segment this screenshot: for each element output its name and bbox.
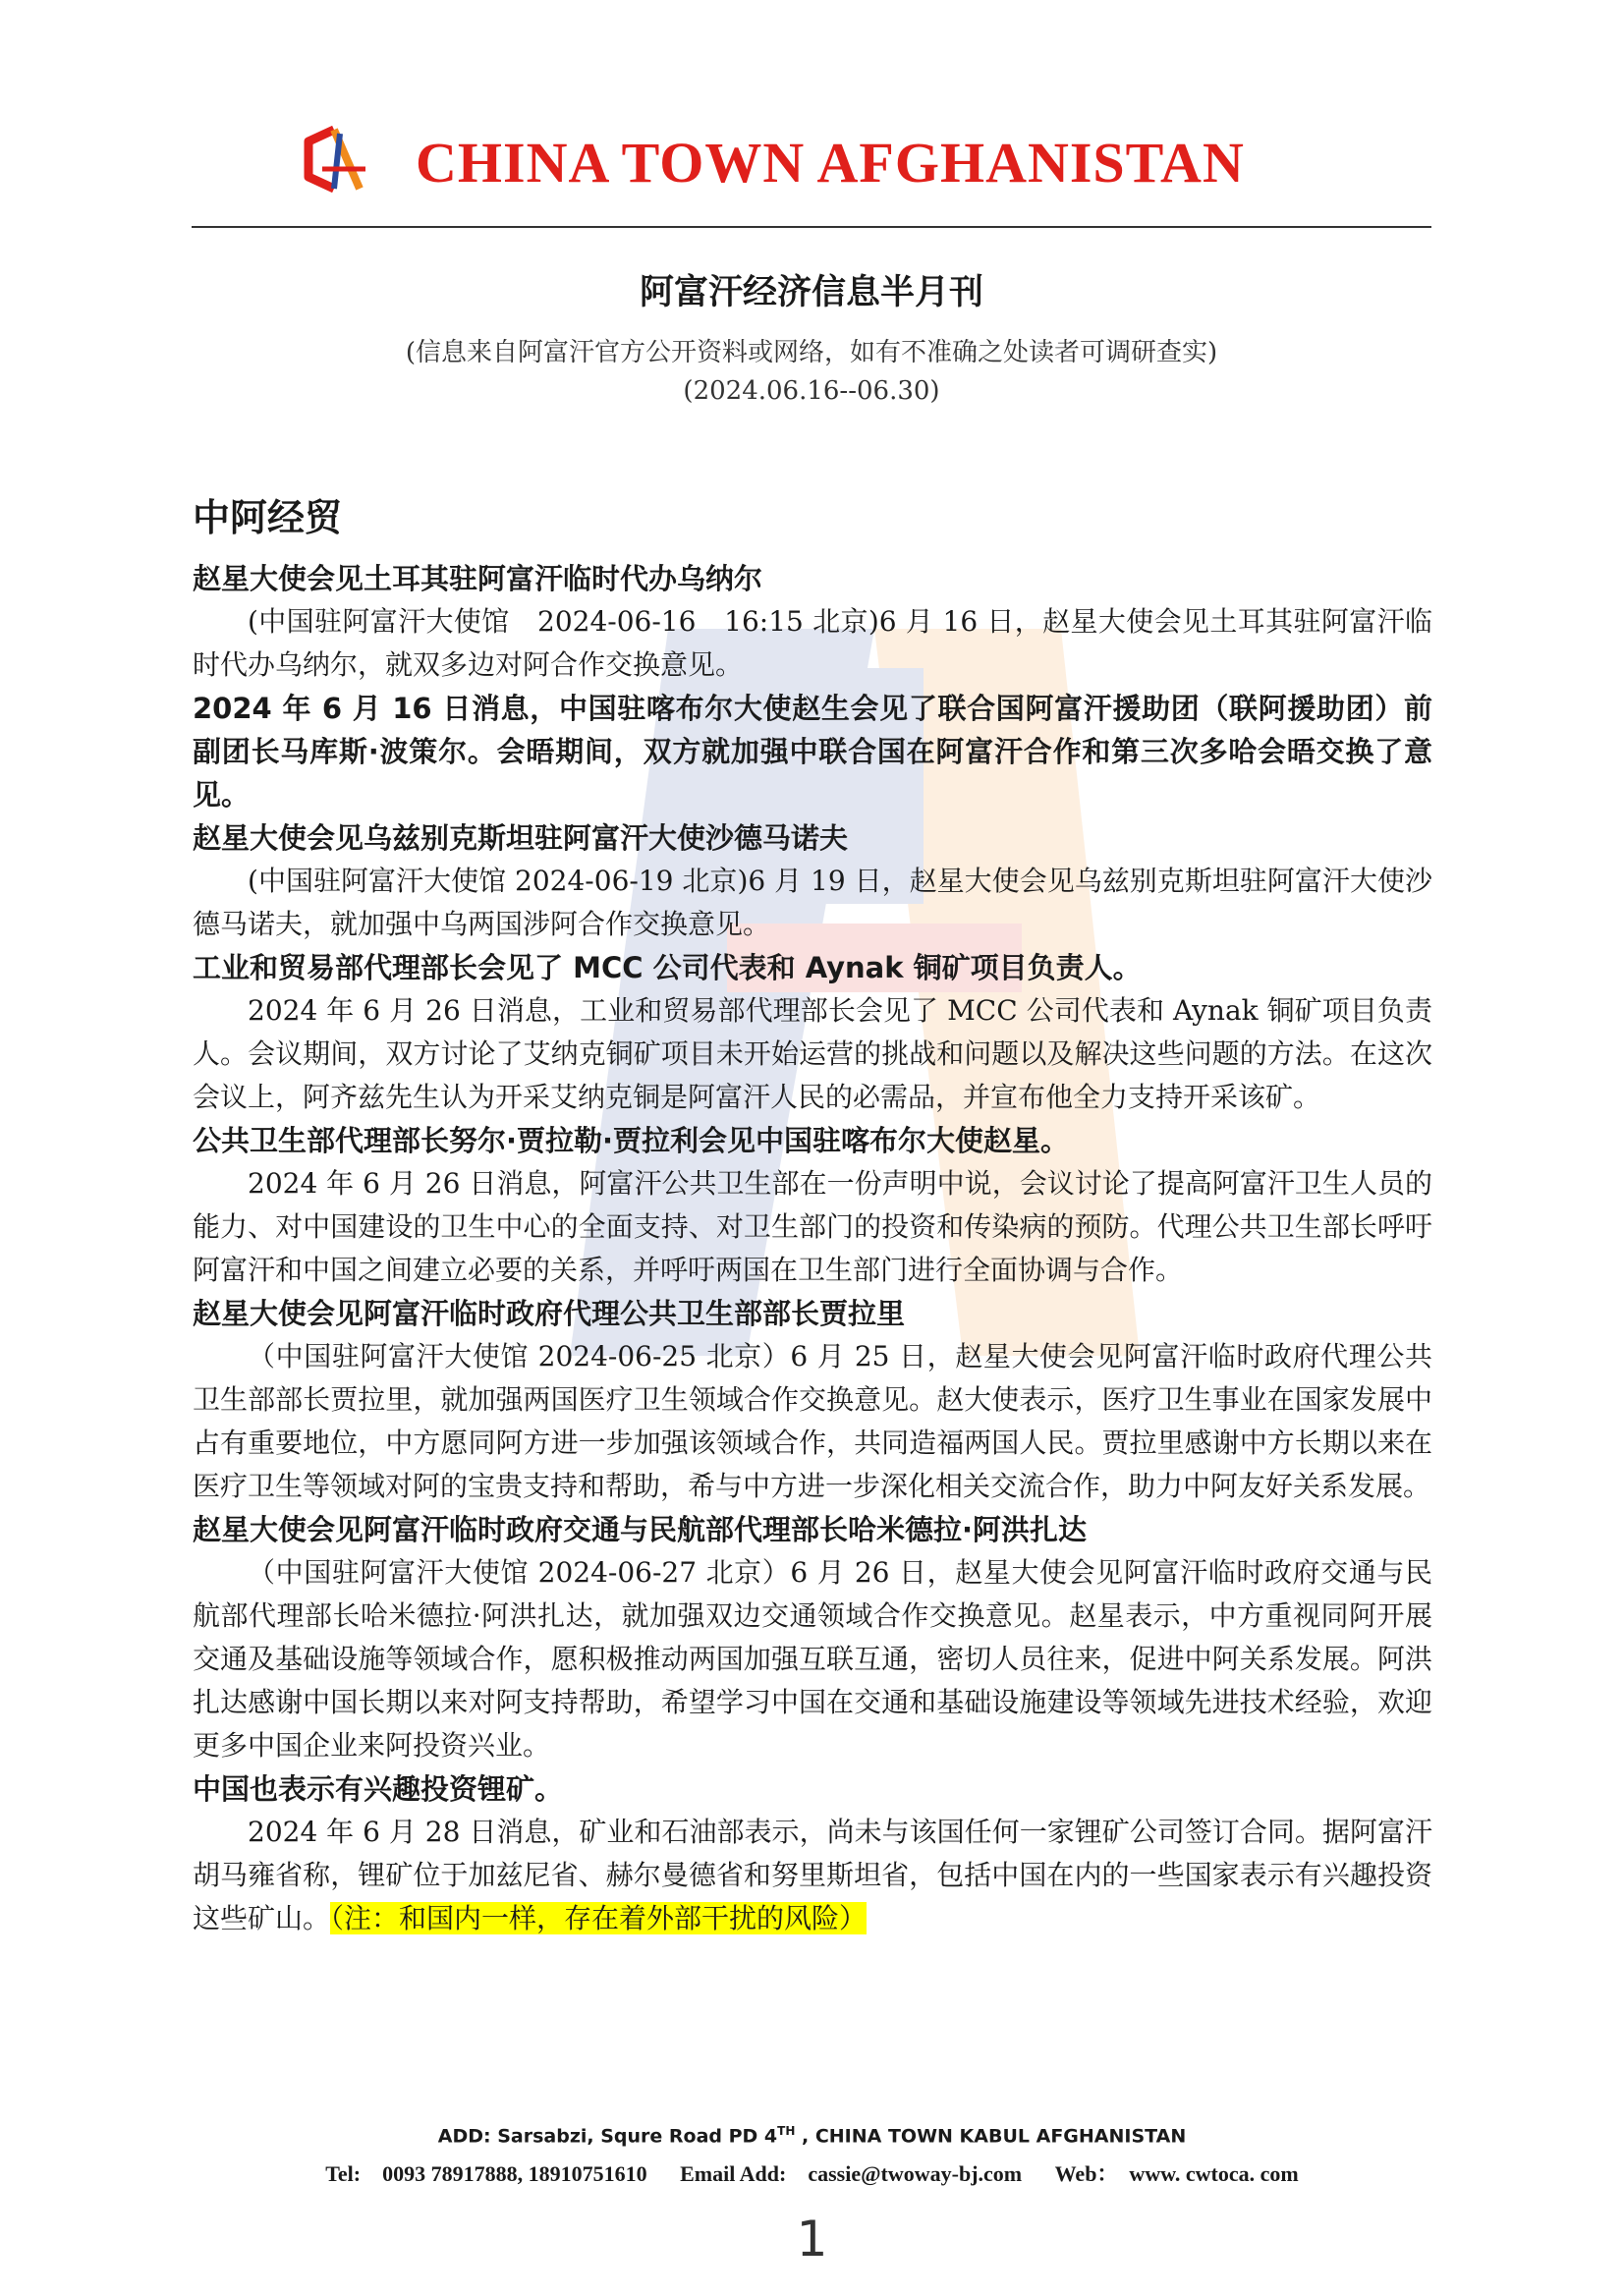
page-header: [192, 108, 1431, 228]
section-title: 中阿经贸: [193, 496, 343, 539]
highlighted-note: （注：和国内一样，存在着外部干扰的风险）: [330, 1902, 868, 1934]
article-heading: 工业和贸易部代理部长会见了 MCC 公司代表和 Aynak 铜矿项目负责人。: [193, 951, 1142, 984]
brand-name: CHINA TOWN AFGHANISTAN: [416, 131, 1245, 195]
article-heading: 公共卫生部代理部长努尔·贾拉勒·贾拉利会见中国驻喀布尔大使赵星。: [193, 1124, 1070, 1157]
title-block: [192, 265, 1431, 406]
article-heading: 赵星大使会见阿富汗临时政府交通与民航部代理部长哈米德拉·阿洪扎达: [193, 1513, 1088, 1546]
date-range: (2024.06.16--06.30): [683, 376, 940, 406]
main-content: [193, 487, 1432, 1940]
footer-address: [0, 2124, 1624, 2147]
article-body: （中国驻阿富汗大使馆 2024-06-27 北京）6 月 26 日，赵星大使会见阿富汗临时政府交通与民航部代理部长哈米德拉·阿洪扎达，就加强双边交通领域合作交换意见。赵星表示，中方重视同阿开展交通及基础设施等领域合作，愿积极推动两国加强互联互通，密切人员往来，促进中阿关系发展。阿洪扎达感谢中国长期以来对阿支持帮助，希望学习中国在交通和基础设施建设等领域先进技术经验，欢迎更多中国企业来阿投资兴业。: [193, 1556, 1432, 1762]
article-body: 2024 年 6 月 26 日消息，工业和贸易部代理部长会见了 MCC 公司代表和 Aynak 铜矿项目负责人。会议期间，双方讨论了艾纳克铜矿项目未开始运营的挑战和问题以及解决这些问题的方法。在这次会议上，阿齐兹先生认为开采艾纳克铜是阿富汗人民的必需品，并宣布他全力支持开采该矿。: [193, 994, 1432, 1113]
article-heading: 中国也表示有兴趣投资锂矿。: [193, 1772, 564, 1806]
bold-news-paragraph: 2024 年 6 月 16 日消息，中国驻喀布尔大使赵生会见了联合国阿富汗援助团（联阿援助团）前副团长马库斯·波策尔。会晤期间，双方就加强中联合国在阿富汗合作和第三次多哈会晤交换了意见。: [193, 692, 1432, 812]
article-body: 2024 年 6 月 26 日消息，阿富汗公共卫生部在一份声明中说，会议讨论了提高阿富汗卫生人员的能力、对中国建设的卫生中心的全面支持、对卫生部门的投资和传染病的预防。代理公共卫生部长呼吁阿富汗和中国之间建立必要的关系，并呼吁两国在卫生部门进行全面协调与合作。: [193, 1167, 1432, 1286]
article-body: (中国驻阿富汗大使馆 2024-06-16 16:15 北京)6 月 16 日，赵星大使会见土耳其驻阿富汗临时代办乌纳尔，就双多边对阿合作交换意见。: [193, 605, 1432, 681]
footer-contact: [0, 2157, 1624, 2188]
address-sup: TH: [777, 2124, 796, 2138]
article-heading: 赵星大使会见乌兹别克斯坦驻阿富汗大使沙德马诺夫: [193, 821, 849, 855]
address-prefix: ADD: Sarsabzi, Squre Road PD 4: [437, 2125, 778, 2148]
article-body-text: 2024 年 6 月 28 日消息，矿业和石油部表示，尚未与该国任何一家锂矿公司签订合同。据阿富汗胡马雍省称，锂矿位于加兹尼省、赫尔曼德省和努里斯坦省，包括中国在内的一些国家表示有兴趣投资这些矿山。: [193, 1816, 1432, 1934]
article-body: （中国驻阿富汗大使馆 2024-06-25 北京）6 月 25 日，赵星大使会见阿富汗临时政府代理公共卫生部部长贾拉里，就加强两国医疗卫生领域合作交换意见。赵大使表示，医疗卫生事业在国家发展中占有重要地位，中方愿同阿方进一步加强该领域合作，共同造福两国人民。贾拉里感谢中方长期以来在医疗卫生等领域对阿的宝贵支持和帮助，希与中方进一步深化相关交流合作，助力中阿友好关系发展。: [193, 1340, 1432, 1502]
article-heading: 赵星大使会见土耳其驻阿富汗临时代办乌纳尔: [193, 562, 763, 595]
article-heading: 赵星大使会见阿富汗临时政府代理公共卫生部部长贾拉里: [193, 1297, 906, 1330]
footer-web[interactable]: Web： www. cwtoca. com: [1054, 2161, 1299, 2186]
article-body: [193, 1811, 1432, 1940]
article-body: (中国驻阿富汗大使馆 2024-06-19 北京)6 月 19 日，赵星大使会见乌兹别克斯坦驻阿富汗大使沙德马诺夫，就加强中乌两国涉阿合作交换意见。: [193, 865, 1432, 940]
cta-logo-icon: [295, 120, 373, 198]
footer-tel: Tel: 0093 78917888, 18910751610: [325, 2161, 647, 2186]
page-title: 阿富汗经济信息半月刊: [639, 273, 983, 312]
page-subtitle: (信息来自阿富汗官方公开资料或网络，如有不准确之处读者可调研查实): [405, 338, 1218, 367]
address-suffix: , CHINA TOWN KABUL AFGHANISTAN: [795, 2125, 1187, 2148]
footer-email[interactable]: Email Add: cassie@twoway-bj.com: [680, 2161, 1023, 2186]
page-number: 1: [796, 2211, 828, 2268]
